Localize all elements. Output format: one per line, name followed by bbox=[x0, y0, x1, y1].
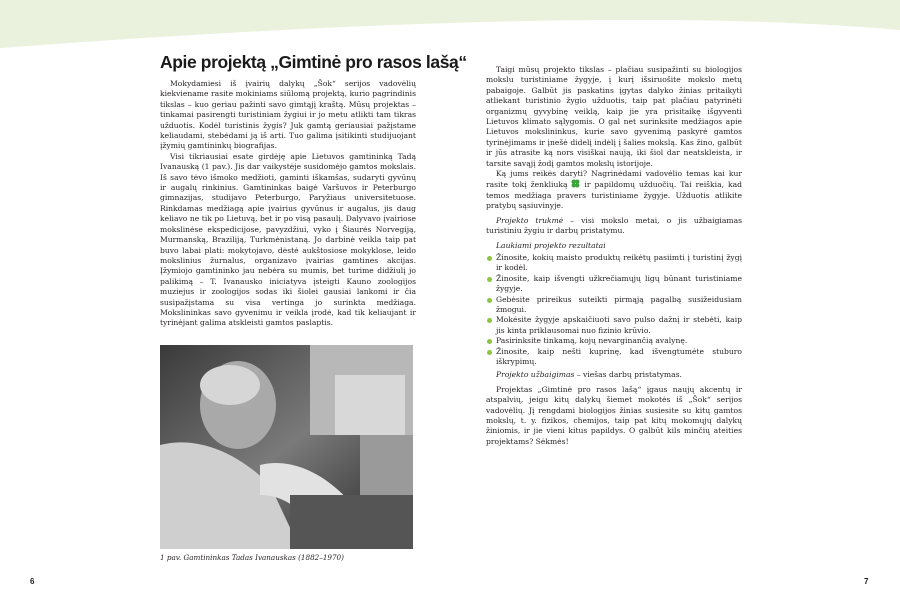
right-page-text bbox=[486, 65, 742, 447]
intro-paragraph: Mokydamiesi iš įvairių dalykų „Šok“ serijos vadovėlių kiekviename rasite mokiniams siūlomą projektą, kurio pagrindinis tikslas – kuo geriau pažinti savo gimtąjį kraštą. Mūsų projektas – tinkamai pasirengti turistiniam žygiui ir jo metu atlikti tam tikras užduotis. Kodėl turistinis žygis? Juk gamtą geriausiai pažįstame keliaudami, stebėdami ją iš arti. Tuo galima įsitikinti studijuojant įžymių gamtininkų biografijas. bbox=[160, 79, 416, 151]
list-item: Pasirinksite tinkamą, kojų nevarginančią avalynę. bbox=[486, 336, 742, 346]
list-item: Žinosite, kaip išvengti užkrečiamųjų ligų būnant turistiniame žygyje. bbox=[486, 274, 742, 295]
bullet-icon bbox=[487, 298, 492, 303]
todo-paragraph bbox=[486, 169, 742, 212]
todo-text-end: ir papildomų užduočių. Tai reiškia, kad temos medžiaga pravers turistiniame žygyje. Užduotis atlikite pratybų sąsiuvinyje. bbox=[486, 180, 742, 211]
duration-text: – visi mokslo metai, o jis užbaigiamas turistiniu žygiu ir darbų pristatymu. bbox=[486, 215, 743, 236]
ending-text: – viešas darbų pristatymas. bbox=[574, 370, 682, 380]
ivanauskas-paragraph: Visi tikriausiai esate girdėję apie Lietuvos gamtininką Tadą Ivanauską (1 pav.). Jis dar vaikystėje susidomėjo gamtos mokslais. Iš savo tėvo išmoko medžioti, gaminti iškamšas, sudaryti gyvūnų ir augalų rinkinius. Gamtininkas baigė Varšuvos ir Peterburgo gimnazijas, studijavo Peterburgo, Paryžiaus universitetuose. Rinkdamas medžiagą apie įvairius gyvūnus ir augalus, jis daug keliavo ne tik po Lietuvą, bet ir po visą pasaulį. Dalyvavo įvairiose mokslinėse ekspedicijose, pavyzdžiui, vyko į Šiaurės Norvegiją, Murmanską, Braziliją, Turkmėnistaną. Jo darbinė veikla taip pat buvo labai plati: mokytojavo, dėstė aukštosiose mokyklose, leido mokslinius žurnalus, organizavo įvairias gamtines akcijas. Įžymiojo gamtininko jau nebėra su mumis, bet turime didžiulį jo palikimą – T. Ivanausko iniciatyva įsteigti Kauno zoologijos muziejus ir zoologijos sodas iki šiolei gausiai lankomi ir čia susipažįstama su visa vertinga jo surinkta medžiaga. Mokslininkas savo gyvenimu ir veikla įrodė, kad tik keliaujant ir tyrinėjant galima atskleisti gamtos paslaptis. bbox=[160, 151, 416, 328]
bullet-icon bbox=[487, 318, 492, 323]
list-item: Mokėsite žygyje apskaičiuoti savo pulso dažnį ir stebėti, kaip jis kinta priklausomai nuo fizinio krūvio. bbox=[486, 315, 742, 336]
ivanauskas-photo bbox=[160, 345, 413, 549]
list-item: Žinosite, kokių maisto produktų reikėtų pasiimti į turistinį žygį ir kodėl. bbox=[486, 253, 742, 274]
duration-label: Projekto trukmė bbox=[496, 215, 564, 225]
closing-paragraph: Projektas „Gimtinė pro rasos lašą“ įgaus naujų akcentų ir atspalvių, jeigu kitų dalykų šiemet mokotės iš „Šok“ serijos vadovėlių. Jį rengdami biologijos žinias susiesite su kitų gamtos mokslų, t. y. fizikos, chemijos, taip pat kitų mokomųjų dalykų žiniomis, ir jie vieni kitus papildys. O galbūt kils minčių ateities projektams? Sėkmės! bbox=[486, 384, 742, 446]
results-list bbox=[486, 253, 742, 367]
project-goal-paragraph: Taigi mūsų projekto tikslas – plačiau susipažinti su biologijos mokslu turistiniame žygyje, į kurį išsiruošite mokslo metų pabaigoje. Galbūt jis paskatins įgytas dalyko žinias pritaikyti atliekant turistinio žygio užduotis, taip pat plačiau patyrinėti organizmų gyvybinę veiklą, kaip jie yra prisitaikę išgyventi Lietuvos klimato sąlygomis. O gal net surinksite medžiagos apie Lietuvos mokslininkus, kurie savo gyvenimą paskyrė gamtos tyrinėjimams ir įnešė didelį indėlį į šalies mokslą. Kas žino, galbūt ir jūs atrasite ką nors visiškai naują, iki šiol dar neatskleista, ir tarsite savąjį žodį gamtos mokslų istorijoje. bbox=[486, 65, 742, 168]
left-page-number: 6 bbox=[30, 577, 35, 586]
todo-text-start: Ką jums reikės daryti? Nagrinėdami vadovėlio temas kai kur rasite tokį ženkliuką bbox=[486, 169, 742, 190]
bullet-icon bbox=[487, 350, 492, 355]
list-item: Gebėsite prireikus suteikti pirmąją pagalbą susižeidusiam žmogui. bbox=[486, 295, 742, 316]
list-item: Žinosite, kaip nešti kuprinę, kad išvengtumėte stuburo iškrypimų. bbox=[486, 347, 742, 368]
left-page-text bbox=[160, 52, 467, 329]
bullet-icon bbox=[487, 339, 492, 344]
four-leaf-clover-icon bbox=[571, 179, 580, 188]
page-title: Apie projektą „Gimtinė pro rasos lašą“ bbox=[160, 52, 467, 72]
photo-caption: 1 pav. Gamtininkas Tadas Ivanauskas (1882–1970) bbox=[160, 553, 344, 562]
duration-paragraph bbox=[486, 216, 742, 237]
right-page-number: 7 bbox=[864, 577, 869, 586]
bullet-icon bbox=[487, 256, 492, 261]
top-header-wave bbox=[0, 0, 900, 60]
bullet-icon bbox=[487, 277, 492, 282]
ending-label: Projekto užbaigimas bbox=[496, 370, 575, 380]
results-heading: Laukiami projekto rezultatai bbox=[496, 240, 606, 250]
ending-paragraph bbox=[486, 370, 742, 380]
